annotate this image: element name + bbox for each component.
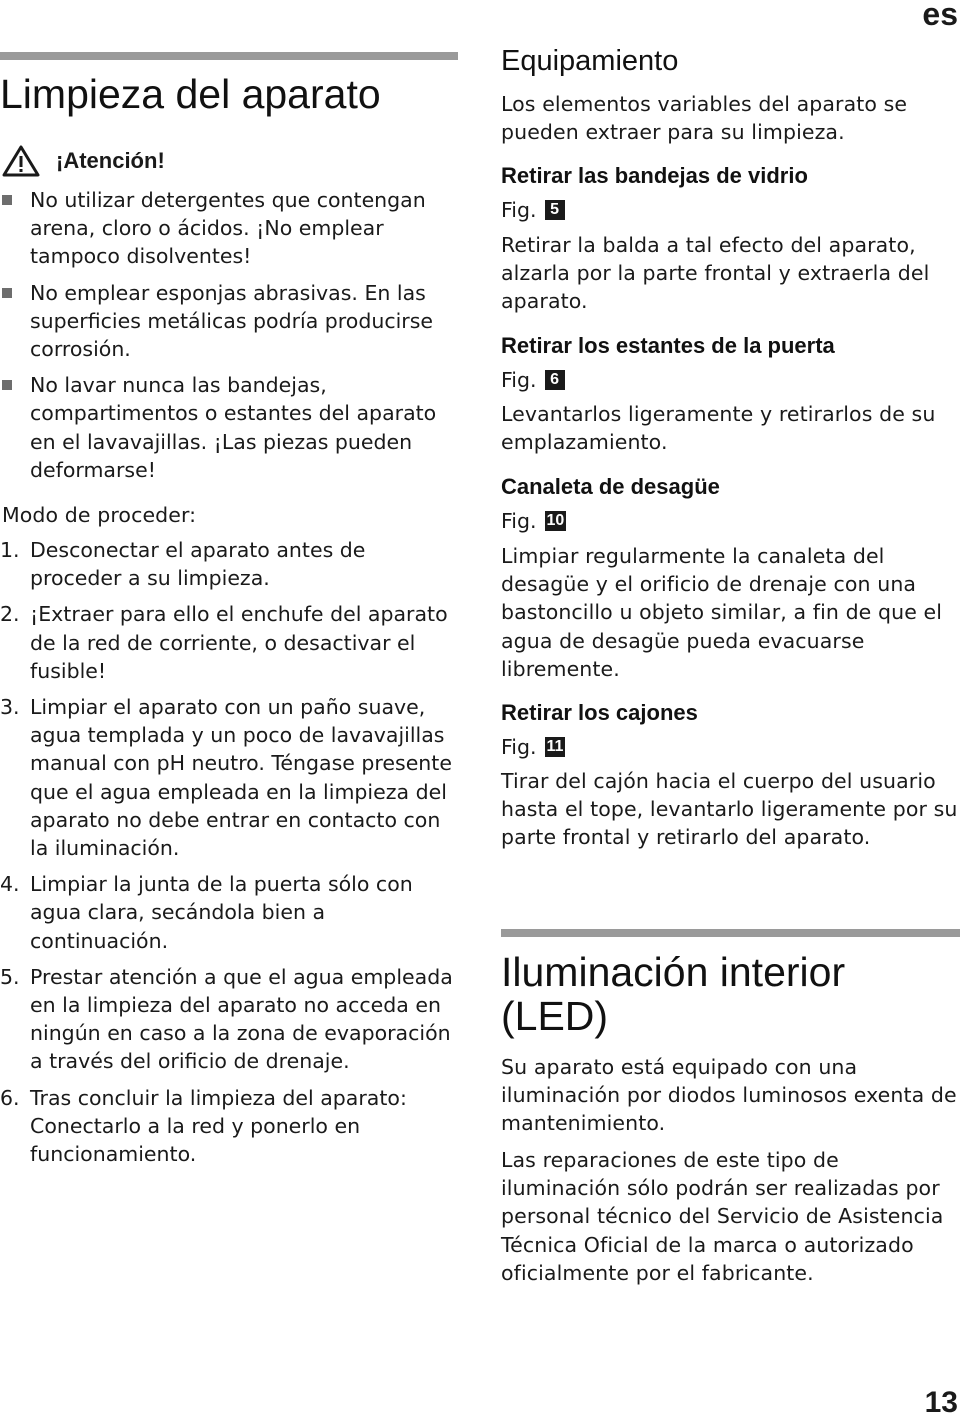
subsection-heading: Canaleta de desagüe	[501, 474, 720, 499]
warning-triangle-icon	[2, 145, 40, 177]
figure-reference	[501, 366, 565, 394]
section-rule-right	[501, 929, 960, 937]
subsection-text: Levantarlos ligeramente y retirarlos de su emplazamiento.	[501, 402, 936, 455]
warning-label: ¡Atención!	[56, 148, 165, 173]
step-text: Desconectar el aparato antes de proceder a su limpieza.	[30, 538, 366, 591]
list-item	[0, 600, 460, 685]
fig-label: Fig.	[501, 509, 537, 533]
language-code: es	[922, 0, 958, 32]
bullet-text: No emplear esponjas abrasivas. En las superficies metálicas podría producirse corrosión.	[30, 280, 434, 362]
list-item	[0, 870, 460, 955]
subsection-text: Tirar del cajón hacia el cuerpo del usuario hasta el tope, levantarlo ligeramente por su parte frontal y retirarlo del aparato.	[501, 769, 958, 850]
warning-list	[0, 186, 460, 492]
figure-number-badge: 10	[546, 512, 565, 529]
fig-label: Fig.	[501, 735, 537, 759]
step-text: ¡Extraer para ello el enchufe del aparato de la red de corriente, o desactivar el fusible!	[30, 602, 448, 683]
list-item	[0, 186, 460, 271]
equipment-text: Los elementos variables del aparato se pueden extraer para su limpieza.	[501, 92, 908, 145]
bullet-square-icon	[2, 288, 12, 298]
step-text: Prestar atención a que el agua empleada en la limpieza del aparato no acceda en ningún en caso a la zona de evaporación a través del orificio de drenaje.	[30, 964, 453, 1074]
led-paragraph: Las reparaciones de este tipo de iluminación sólo podrán ser realizadas por personal técnico del Servicio de Asistencia Técnica Oficial de la marca o autorizado oficialmente por el fabricante.	[501, 1148, 944, 1285]
list-item	[0, 279, 460, 364]
subsection-heading: Retirar los cajones	[501, 700, 698, 725]
step-number: 3.	[0, 695, 20, 720]
list-item	[0, 536, 460, 592]
led-paragraph: Su aparato está equipado con una iluminación por diodos luminosos exenta de mantenimiento.	[501, 1055, 957, 1136]
list-item	[0, 371, 460, 484]
subsection-heading: Retirar los estantes de la puerta	[501, 333, 835, 358]
fig-label: Fig.	[501, 368, 537, 392]
list-item	[0, 1084, 460, 1169]
warning-heading	[2, 145, 165, 177]
subsection-text: Limpiar regularmente la canaleta del desagüe y el orificio de drenaje con una bastoncillo u objeto similar, a fin de que el agua de desagüe pueda evacuarse libremente.	[501, 544, 943, 681]
section-title-led: Iluminación interior (LED)	[501, 949, 846, 1039]
step-number: 5.	[0, 964, 20, 989]
step-text: Tras concluir la limpieza del aparato: Conectarlo a la red y ponerlo en funcionamiento.	[30, 1085, 407, 1167]
figure-reference	[501, 196, 565, 224]
section-rule-left	[0, 52, 458, 60]
step-text: Limpiar la junta de la puerta sólo con agua clara, secándola bien a continuación.	[30, 872, 413, 953]
procedure-label: Modo de proceder:	[2, 503, 197, 527]
list-item	[0, 693, 460, 862]
figure-number-badge: 5	[545, 200, 565, 220]
figure-number-badge: 11	[546, 738, 564, 755]
equipment-title: Equipamiento	[501, 45, 679, 77]
figure-reference	[501, 507, 566, 535]
bullet-square-icon	[2, 380, 12, 390]
step-number: 1.	[0, 538, 20, 562]
step-number: 4.	[0, 872, 20, 897]
page-number: 13	[924, 1386, 958, 1419]
bullet-text: No lavar nunca las bandejas, compartimentos o estantes del aparato en el lavavajillas. ¡Las piezas pueden deformarse!	[30, 373, 437, 482]
subsection-text: Retirar la balda a tal efecto del aparato, alzarla por la parte frontal y extraerla del aparato.	[501, 233, 930, 314]
bullet-square-icon	[2, 195, 12, 205]
procedure-steps	[0, 536, 460, 1176]
step-text: Limpiar el aparato con un paño suave, agua templada y un poco de lavavajillas manual con pH neutro. Téngase presente que el agua empleada en la limpieza del aparato no debe entrar en contacto con la iluminación.	[30, 695, 452, 861]
list-item	[0, 963, 460, 1076]
fig-label: Fig.	[501, 198, 537, 222]
step-number: 6.	[0, 1085, 20, 1110]
section-title-cleaning: Limpieza del aparato	[0, 71, 381, 117]
bullet-text: No utilizar detergentes que contengan arena, cloro o ácidos. ¡No emplear tampoco disolventes!	[30, 188, 426, 269]
figure-number-badge: 6	[545, 370, 565, 390]
subsection-heading: Retirar las bandejas de vidrio	[501, 163, 808, 188]
figure-reference	[501, 733, 565, 761]
step-number: 2.	[0, 602, 20, 627]
